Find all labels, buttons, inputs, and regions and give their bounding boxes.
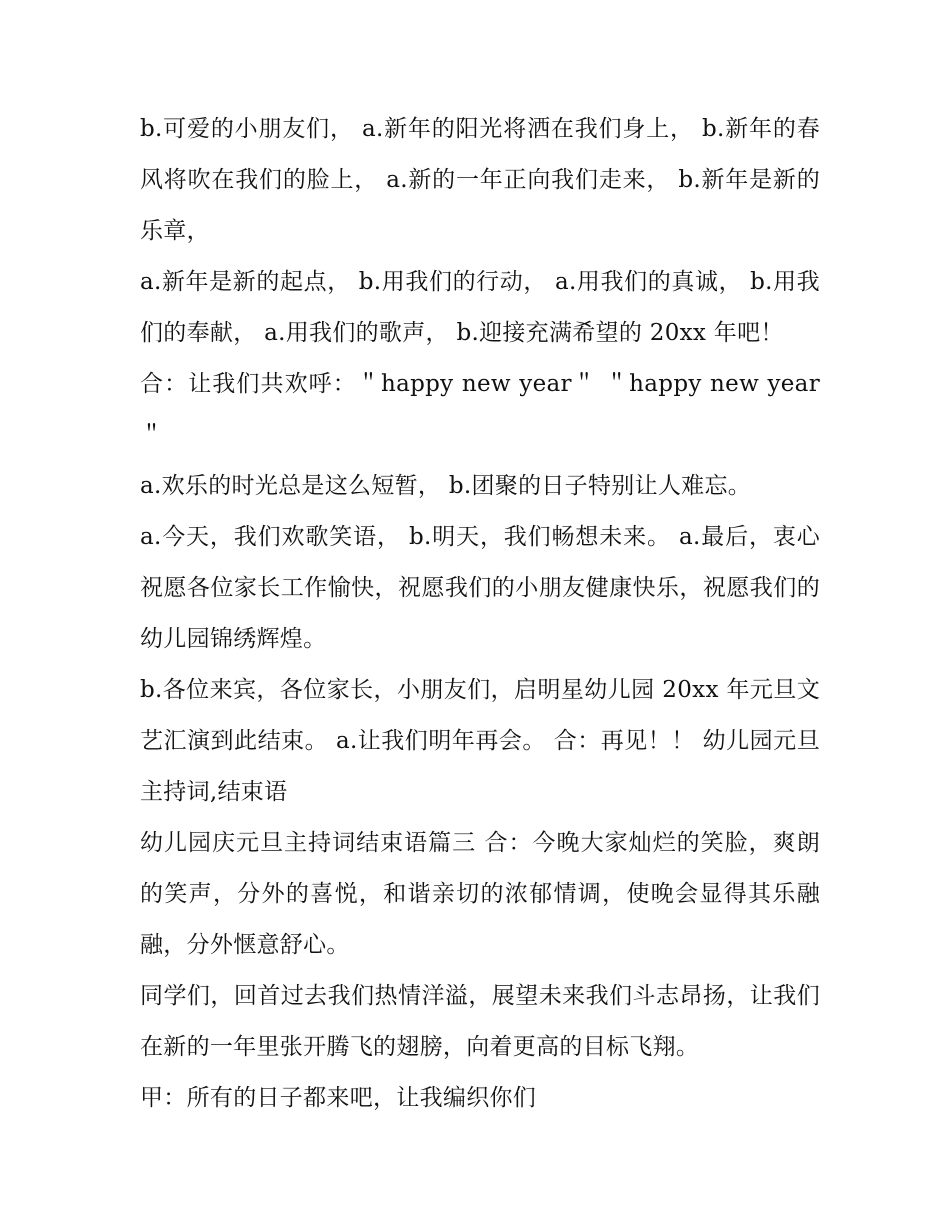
paragraph-3: 合：让我们共欢呼：＂happy new year＂ ＂happy new year＂: [140, 371, 820, 448]
paragraph-1: b.可爱的小朋友们， a.新年的阳光将洒在我们身上， b.新年的春风将吹在我们的脸上， a.新的一年正向我们走来， b.新年是新的乐章，: [140, 116, 820, 244]
paragraph-7: 幼儿园庆元旦主持词结束语篇三 合：今晚大家灿烂的笑脸，爽朗的笑声，分外的喜悦，和谐亲切的浓郁情调，使晚会显得其乐融融，分外惬意舒心。: [140, 830, 820, 958]
paragraph-5: a.今天，我们欢歌笑语， b.明天，我们畅想未来。 a.最后，衷心祝愿各位家长工作愉快，祝愿我们的小朋友健康快乐，祝愿我们的幼儿园锦绣辉煌。: [140, 524, 820, 652]
paragraph-6: b.各位来宾，各位家长，小朋友们，启明星幼儿园 20xx 年元旦文艺汇演到此结束。 a.让我们明年再会。 合：再见！！ 幼儿园元旦主持词,结束语: [140, 677, 820, 805]
paragraph-9: 甲：所有的日子都来吧，让我编织你们: [140, 1085, 537, 1111]
paragraph-8: 同学们，回首过去我们热情洋溢，展望未来我们斗志昂扬，让我们在新的一年里张开腾飞的翅膀，向着更高的目标飞翔。: [140, 983, 820, 1060]
document-body: [140, 104, 820, 1124]
paragraph-2: a.新年是新的起点， b.用我们的行动， a.用我们的真诚， b.用我们的奉献， a.用我们的歌声， b.迎接充满希望的 20xx 年吧！: [140, 269, 820, 346]
paragraph-4: a.欢乐的时光总是这么短暂， b.团聚的日子特别让人难忘。: [140, 473, 752, 499]
